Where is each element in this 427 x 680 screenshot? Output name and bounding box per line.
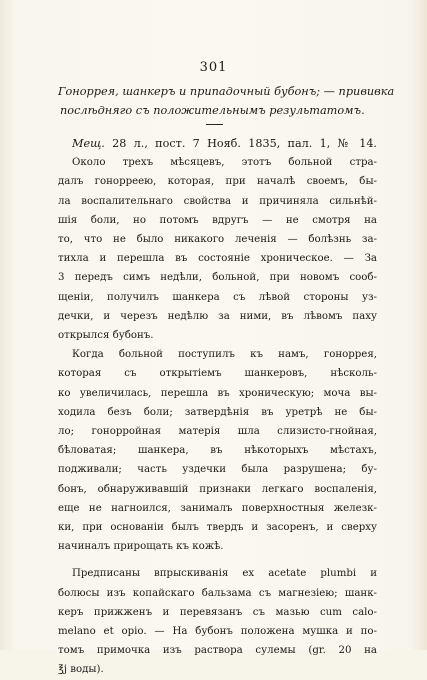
paragraph-1-line: 3 передъ симъ недѣли, больной, при новомъ сооб- bbox=[58, 272, 377, 284]
case-text bbox=[58, 134, 377, 680]
paragraph-2-line: ко увеличилась, перешла въ хроническую; моча вы- bbox=[58, 387, 377, 399]
paragraph-1-line: то, что не было никакого леченія — болѣзнь за- bbox=[58, 234, 377, 246]
heading-line: послѣдняго съ положительнымъ результатомъ. bbox=[60, 104, 365, 117]
paragraph-3-line: Предписаны впрыскиванія ex acetate plumbi и bbox=[72, 568, 377, 580]
heading-line: Гоноррея, шанкеръ и припадочный бубонъ; — прививка bbox=[58, 85, 395, 98]
paragraph-2-line: Когда больной поступилъ къ намъ, гоноррея, bbox=[72, 349, 377, 361]
case-meta-line bbox=[58, 134, 377, 153]
paragraph-2-line: ки, при основаніи былъ твердъ и засоренъ, и сверху bbox=[58, 522, 377, 534]
paragraph-2-line: еще не нагноился, занималъ поверхностныя железк- bbox=[58, 502, 377, 514]
paragraph-2-line: ло; гонорройная матерія шла слизисто-гнойная, bbox=[58, 426, 377, 438]
paragraph-1-line: тихла и перешла въ состояніе хроническое. — За bbox=[58, 253, 377, 265]
paragraph-3-line: томъ примочка изъ раствора сулемы (gr. 20 на bbox=[58, 645, 377, 657]
page-number: 301 bbox=[199, 60, 228, 75]
paragraph-1-line: шія боли, но потомъ вдругъ — не смотря на bbox=[58, 214, 377, 226]
paragraph-1-line: Около трехъ мѣсяцевъ, этотъ больной стра- bbox=[72, 157, 377, 169]
paragraph-1-line: открылся бубонъ. bbox=[58, 330, 154, 342]
paragraph-3-line: ℥j воды). bbox=[58, 664, 104, 676]
paragraph-3-line: керъ прижженъ и перевязанъ съ мазью cum calo- bbox=[58, 606, 377, 618]
heading-divider bbox=[206, 124, 223, 125]
case-meta-label: Мещ. bbox=[72, 137, 105, 150]
paragraph-2-line: ходила безъ боли; затвердѣнія въ уретрѣ не бы- bbox=[58, 406, 377, 418]
paragraph-1-line: щеніи, получилъ шанкера съ лѣвой стороны уз- bbox=[58, 291, 377, 303]
case-meta-text: 28 л., пост. 7 Нояб. 1835, пал. 1, № 14. bbox=[112, 137, 377, 150]
section-heading bbox=[58, 82, 395, 120]
paragraph-3-line: болюсы изъ копайскаго бальзама съ магнезіею; шанк- bbox=[58, 587, 377, 599]
paragraph-3-line: melano et opio. — На бубонъ положена мушка и по- bbox=[58, 626, 377, 638]
paragraph-1-line: дечки, и черезъ недѣлю за ними, въ лѣвомъ паху bbox=[58, 310, 377, 322]
paragraph-2-line: начиналъ прирощать къ кожѣ. bbox=[58, 541, 224, 553]
paragraph-1-line: ла воспалительнаго свойства и причиняла сильнѣй- bbox=[58, 195, 377, 207]
paragraph-2-line: бѣловатая; шанкера, въ нѣкоторыхъ мѣстахъ, bbox=[58, 445, 377, 457]
paragraph-2-line: подживали; часть уздечки была разрушена; бу- bbox=[58, 464, 377, 476]
paragraph-gap bbox=[58, 556, 377, 564]
paragraph-1-line: далъ гонорреею, которая, при началѣ своемъ, бы- bbox=[58, 176, 377, 188]
paragraph-2-line: которая съ открытіемъ шанкеровъ, нѣсколь- bbox=[58, 368, 377, 380]
paragraph-2-line: бонъ, обнаруживавшій признаки легкаго воспаленія, bbox=[58, 483, 377, 495]
